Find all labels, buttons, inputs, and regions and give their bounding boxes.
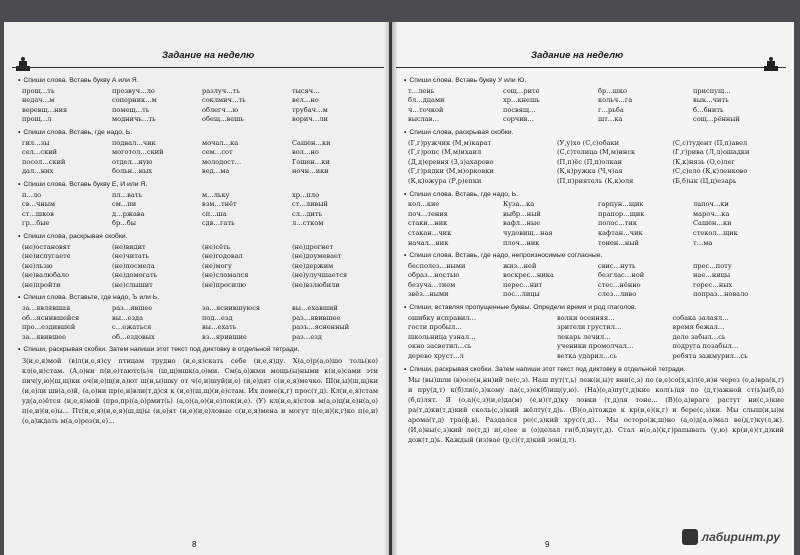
- word: подвал…чик: [112, 138, 156, 147]
- word-grid: [22, 191, 378, 229]
- header-title: Задание на неделю: [162, 50, 255, 61]
- header-title: Задание на неделю: [531, 50, 624, 61]
- labyrinth-logo-icon: [682, 529, 698, 545]
- word: сощ…рённый: [693, 115, 740, 124]
- word: (П,п)ёс (П,п)олкан: [556, 157, 623, 166]
- word: Гошен…ки: [292, 157, 330, 166]
- task-instruction: • Спиши слова. Вставь букву Е, И или Я.: [18, 180, 148, 188]
- word: (С,с)тудент (П,п)авел: [672, 138, 748, 147]
- word: жиз…ней: [503, 261, 537, 270]
- exercises: [18, 74, 378, 426]
- word: шт…ка: [598, 115, 623, 124]
- word: взм…тнёт: [202, 200, 237, 209]
- word: трубач…м: [292, 105, 328, 114]
- word: веревщ…ния: [22, 105, 68, 114]
- word: сощ…рите: [503, 86, 540, 95]
- word: м…льку: [202, 190, 230, 199]
- word: прощ…л: [22, 115, 52, 124]
- book-gutter: [384, 22, 398, 555]
- word: ночн…ики: [292, 167, 329, 176]
- word: с…ежаться: [112, 323, 152, 332]
- word: под…езд: [202, 313, 233, 322]
- word: гил…зы: [22, 138, 50, 147]
- word: за…являвшая: [22, 304, 71, 313]
- word: бр…бы: [112, 219, 137, 228]
- task-instruction: • Спиши слова, раскрывая скобки.: [404, 128, 514, 136]
- word: ворич…ли: [292, 115, 328, 124]
- word: кольч…га: [598, 96, 633, 105]
- word: бл…дцами: [408, 96, 445, 105]
- word: за…явившее: [22, 332, 67, 341]
- word-grid: [22, 304, 378, 342]
- word: (не)могу: [202, 261, 232, 270]
- word: бр…шко: [598, 86, 628, 95]
- word: пл…вать: [112, 190, 143, 199]
- word: (К,к)ожура (Р,р)епки: [408, 176, 482, 185]
- word: выслав…: [408, 115, 440, 124]
- word: хр…пло: [292, 190, 320, 199]
- word: дело забыл…сь: [672, 332, 726, 341]
- word: недач…м: [22, 96, 55, 105]
- word: л…стком: [292, 219, 324, 228]
- word: сл…дить: [292, 209, 323, 218]
- task-instruction: • Спиши слова. Вставь, где надо, Ь.: [18, 128, 133, 136]
- word: об…ездовых: [112, 332, 155, 341]
- word: (С,с)ело (К,к)ленково: [672, 167, 748, 176]
- task-instruction: • Спиши, вставляя пропущенные буквы. Определи время и род глаголов.: [404, 304, 637, 312]
- word: приспущ…: [693, 86, 731, 95]
- word: гр…бые: [22, 219, 50, 228]
- word: свис…нуть: [598, 261, 636, 270]
- header-rule: [396, 67, 786, 68]
- word: прощ…ть: [22, 86, 55, 95]
- word: об…яснившейся: [22, 313, 80, 322]
- word: дал…них: [22, 167, 54, 176]
- word: школьница узнал…: [408, 332, 476, 341]
- word: молодост…: [202, 157, 242, 166]
- word: прес…поту: [693, 261, 732, 270]
- word: б…бнить: [693, 105, 724, 114]
- word: отдел…ную: [112, 157, 153, 166]
- word: моготол…ский: [112, 148, 164, 157]
- word: т…лень: [408, 86, 435, 95]
- word: (не)льзю: [22, 261, 53, 270]
- word: (не)слышит: [112, 280, 153, 289]
- word: д…ржава: [112, 209, 145, 218]
- word: нае…ницы: [693, 271, 731, 280]
- word: больн…ных: [112, 167, 153, 176]
- word: (не)сёть: [202, 242, 231, 251]
- word: Куза…ка: [503, 200, 535, 209]
- word: прозвуч…ло: [112, 86, 155, 95]
- word: пос…лицы: [503, 290, 540, 299]
- word: (Г,г)рива (Л,л)ошадки: [672, 148, 750, 157]
- word: стекол…щик: [693, 228, 738, 237]
- word: (К,к)нязь (О,о)лег: [672, 157, 735, 166]
- word: ошибку исправил…: [408, 313, 477, 322]
- word: вол…но: [292, 148, 319, 157]
- word: кол…кие: [408, 200, 440, 209]
- word: зрители грустил…: [556, 323, 622, 332]
- word: лапоч…ки: [693, 200, 729, 209]
- word: (не)читать: [112, 252, 150, 261]
- word: начал…ник: [408, 238, 449, 247]
- word: слез…ливо: [598, 290, 637, 299]
- word: (не)пройти: [22, 280, 61, 289]
- word: собака залаял…: [672, 313, 729, 322]
- task-instruction: • Спиши слова. Вставь, где надо, непроизносимые согласные.: [404, 252, 603, 260]
- word: мочал…ка: [202, 138, 239, 147]
- word: вафл…ные: [503, 219, 541, 228]
- word: горес…ных: [693, 280, 733, 289]
- task-instruction: • Спиши, раскрывая скобки. Затем напиши этот текст под диктовку в отдельной тетради.: [18, 346, 300, 354]
- word: окно засветил…сь: [408, 342, 472, 351]
- word: ребята зажмурил…сь: [672, 352, 748, 361]
- word: раз…езд: [292, 332, 322, 341]
- word: лекарь лечил…: [556, 332, 611, 341]
- word: гости пробыл…: [408, 323, 462, 332]
- watermark-text: лабиринт.ру: [701, 530, 780, 544]
- word: ст…ливый: [292, 200, 328, 209]
- word: выбр…ный: [503, 209, 541, 218]
- word: ч…точкой: [408, 105, 444, 114]
- word: сорчив…: [503, 115, 534, 124]
- dictation-text: Мы (вы)шли (в)осе(н,нн)ий ле(с,з). Наш пут(т,ь) леж(и,ы)т вни(с,з) по (в,е)со(х,к)л(е,и)н через (о,а)вра(к,г) и пру(д,т) к(б)ли(с,з)кому па(с,з)ек(б)ищ(у,ю). (На)(о,а)пу(т,д)кие кол(ь)ця по (д,т)ажной ст(ь)ы(б,п)(б,п)лят. Я (о,а)(с,з)(и,е)да(м) (е,и)(т,д)ку ловки (т,д)ля тоне... (В)(о,а)враге растут ни(с,з)кие ра(т,д)ки(т,д)кий сколь(с,з)кий жёлту(т,д)ь. (В)(о,а)тожде к кр(и,е)(к,г) и бере(с,з)ки. Мы слыш(и,ы)м арома(т,д) тра(ф,в). Раздался ре(с,з)кий хрус(т,д)... Мы осторо(ж,ш)но (а,о)д(а,о)мал ве(д,т)ку(л,ж). (И,е)ны(с,з)кий ле(т,д) и(,е)ее и (о)делал ги(б,п)ну(т,д). Стал н(о,а)(к,г)рапывать (у,ю) кр(и,е)(т,д)кий дож(т,д)ь. Каждый (из)вае (р,с)(т,д)кий зон(д,т).: [408, 376, 784, 445]
- word: дерево хруст…л: [408, 352, 464, 361]
- task-instruction: • Спиши слова. Вставь, где надо, Ь.: [404, 190, 519, 198]
- word: волки осенняя…: [556, 313, 615, 322]
- word: (не)дрогнет: [292, 242, 334, 251]
- word: хр…кнешь: [503, 96, 540, 105]
- word: (К,к)ружка (Ч,ч)ая: [556, 167, 623, 176]
- word: разъ…ясненный: [292, 323, 350, 332]
- word: (не)домогать: [112, 271, 158, 280]
- word: разлуч…ть: [202, 86, 241, 95]
- word: (не)улучшается: [292, 271, 348, 280]
- word: (не)валюбало: [22, 271, 70, 280]
- word: (Д,д)еревня (З,з)ахарово: [408, 157, 494, 166]
- word: (не)сломался: [202, 271, 249, 280]
- word: полос…тик: [598, 219, 637, 228]
- word: стес…нённо: [598, 280, 641, 289]
- word: безглас…ной: [598, 271, 645, 280]
- word: тонен…ный: [598, 238, 639, 247]
- word-grid: [22, 139, 378, 177]
- word: образ…ностью: [408, 271, 460, 280]
- task-instruction: • Спиши слова, раскрывая скобки.: [18, 232, 128, 240]
- word: (Г,г)рядки (М,м)орковки: [408, 167, 494, 176]
- word: (Б,б)ык (Ц,ц)езарь: [672, 176, 737, 185]
- word: попраз…новало: [693, 290, 749, 299]
- word: посвящ…: [503, 105, 536, 114]
- page-left: [4, 22, 389, 555]
- word: Сашен…ки: [693, 219, 732, 228]
- word: плоч…ник: [503, 238, 540, 247]
- word: раз…явившее: [292, 313, 341, 322]
- page-right: [392, 22, 794, 555]
- word-grid: [408, 139, 784, 187]
- word: соклмич…ть: [202, 96, 246, 105]
- word: кафтан…чик: [598, 228, 643, 237]
- word: чудовищ…ная: [503, 228, 553, 237]
- word: сем…сот: [202, 148, 233, 157]
- word: сп…ша: [202, 209, 227, 218]
- task-instruction: • Спиши, раскрывая скобки. Затем напиши этот текст под диктовку в отдельной тетради.: [404, 365, 686, 373]
- word: посол…ский: [22, 157, 66, 166]
- word: вы…езда: [112, 313, 144, 322]
- word: поч…тения: [408, 209, 448, 218]
- word: Сашен…ки: [292, 138, 331, 147]
- word: (не)испугаете: [22, 252, 71, 261]
- word-grid: [408, 200, 784, 248]
- word-grid: [408, 262, 784, 300]
- word: т…ма: [693, 238, 713, 247]
- exercises: [404, 74, 784, 445]
- page-number: 9: [545, 540, 550, 549]
- word: (У,у)хо (С,с)обаки: [556, 138, 620, 147]
- word: вз…ярившие: [202, 332, 247, 341]
- word: сдв…гать: [202, 219, 235, 228]
- word: (П,п)риятель (К,к)оля: [556, 176, 634, 185]
- word: вы…ехать: [202, 323, 237, 332]
- word: ветка ударил…сь: [556, 352, 617, 361]
- word: стакан…чик: [408, 228, 452, 237]
- word: за…яснившуюся: [202, 304, 261, 313]
- lamp-icon: [14, 56, 32, 72]
- word: (не)взлюбили: [292, 280, 340, 289]
- word: (Г,г)ружчик (М,м)карат: [408, 138, 492, 147]
- word: мароч…ка: [693, 209, 730, 218]
- word: тысяч…: [292, 86, 320, 95]
- word: ученики промолчал…: [556, 342, 634, 351]
- word: см…пи: [112, 200, 137, 209]
- word: (не)доумевает: [292, 252, 342, 261]
- word: (не)держим: [292, 261, 334, 270]
- word: г…рьба: [598, 105, 624, 114]
- dictation-text: З(и,е,я)мой (в)л(и,е,я)су птицам трудно (и,е,я)скать себе (и,е,я)ду. Х(а,о)р(а,о)шо толь(ко) кл(е,и)стам. (А,о)ни п(и,е)таютс(ь)я (ш,щ)ишк(а,о)ми. См(а,о)жми мощь(ы)ными к(и,е)сами эти пич(у,ю)(ш,щ)ки оч(и,е)щ(и,а)ют ш(и,ы)шку от ч(е,и)шуй(и,е) (и,е)дят с(и,е,я)мечко. Ш(и,ы)(ш,щ)ки (и,е)ли шв(а,о)й, (а,о)ни пр(е,и)вли(т,д)ся к (и,е)(ш,щ)(и,е)стам. Их поме(к,г) прос(т,д). Кл(и,е,я)стам уд(а,о)ётся (и,е,я)мой (про,пр)(а,о)рмит(ь) (а,о)(а,о)(и,е)лок(и,е). (У) кл(и,е,я)стов м(а,о)ц(и,е)н(а,о) п(е,и)(и,е)ы... Пт(и,е,я)(и,е,я)(ш,щ)ы (и,е)ят (и,е)(и,е)ловые с(и,е,я)мена и могут п(е,и)(к,г)ко п(е,и)(о,а)ждать м(а,о)роз(и,е)...: [22, 357, 378, 426]
- task-instruction: • Спиши слова. Вставь букву У или Ю.: [404, 77, 527, 84]
- word: (не)посмела: [112, 261, 155, 270]
- word: св…чным: [22, 200, 56, 209]
- word: звёз…ными: [408, 290, 449, 299]
- page-number: 8: [192, 540, 197, 549]
- word: бесполез…ными: [408, 261, 466, 270]
- word: прапор…щик: [598, 209, 645, 218]
- word: обещ…вешь: [202, 115, 244, 124]
- header-rule: [12, 67, 384, 68]
- word-grid: [408, 314, 784, 362]
- word: соперник…м: [112, 96, 157, 105]
- word: (не)годовал: [202, 252, 243, 261]
- lamp-icon: [762, 56, 780, 72]
- word: (не)остановят: [22, 242, 71, 251]
- word: ст…шков: [22, 209, 54, 218]
- word: вел…но: [292, 96, 319, 105]
- word: гарпун…щик: [598, 200, 644, 209]
- word: про…ездившей: [22, 323, 76, 332]
- word: вы…ехавший: [292, 304, 338, 313]
- task-instruction: • Спиши слова. Вставь букву А или Я.: [18, 77, 139, 84]
- word: время бежал…: [672, 323, 725, 332]
- task-instruction: • Спиши слова. Вставьте, где надо, Ъ или Ь.: [18, 294, 160, 302]
- word: воскрес…ника: [503, 271, 554, 280]
- word: безуча…тием: [408, 280, 456, 289]
- word: (Г,г)ропс (М,м)ихаил: [408, 148, 482, 157]
- word: помещ…ть: [112, 105, 150, 114]
- word: подруга позабыл…: [672, 342, 739, 351]
- word: перес…нит: [503, 280, 543, 289]
- word: п…ло: [22, 190, 42, 199]
- word: стаки…ник: [408, 219, 448, 228]
- word: (не)просилю: [202, 280, 247, 289]
- word-grid: [22, 243, 378, 291]
- word: модничь…ть: [112, 115, 156, 124]
- word-grid: [22, 87, 378, 125]
- word: сел…ский: [22, 148, 57, 157]
- word: (С,с)толица (М,м)инск: [556, 148, 636, 157]
- word: вык…чить: [693, 96, 729, 105]
- word: раз…явшее: [112, 304, 153, 313]
- word-grid: [408, 87, 784, 125]
- word: облегч…ю: [202, 105, 239, 114]
- word: вед…ма: [202, 167, 230, 176]
- watermark: [682, 529, 780, 545]
- word: (не)видит: [112, 242, 146, 251]
